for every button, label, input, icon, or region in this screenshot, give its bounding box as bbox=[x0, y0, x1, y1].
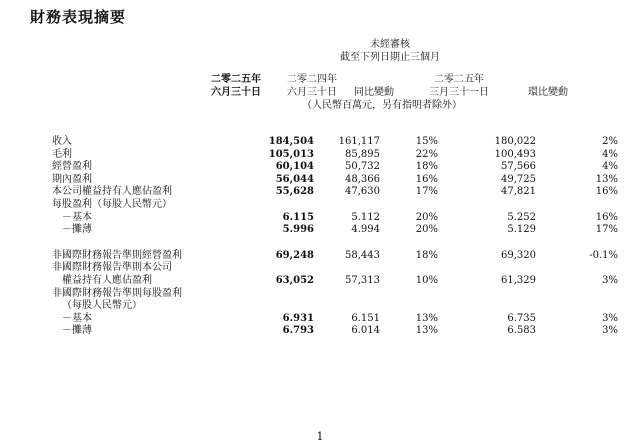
value-2025-mar: 6.735 bbox=[507, 312, 536, 324]
value-2025-jun: 56,044 bbox=[275, 173, 314, 185]
unit-note: （人民幣百萬元，另有指明者除外） bbox=[302, 100, 462, 111]
value-2025-mar: 57,566 bbox=[501, 161, 536, 173]
row-label: 非國際財務報告準則經營盈利 bbox=[52, 249, 182, 261]
value-yoy-change: 22% bbox=[415, 148, 438, 160]
value-2025-mar bbox=[438, 262, 536, 275]
table-row bbox=[52, 224, 618, 237]
row-label: 期內盈利 bbox=[52, 173, 92, 185]
value-qoq-change: 2% bbox=[602, 136, 618, 147]
value-2025-jun: 184,504 bbox=[268, 136, 314, 147]
row-label: －基本 bbox=[62, 312, 92, 324]
value-2024-jun: 47,630 bbox=[345, 186, 380, 198]
value-yoy-change: 16% bbox=[415, 173, 438, 185]
value-yoy-change: 17% bbox=[415, 186, 438, 198]
row-label: 本公司權益持有人應佔盈利 bbox=[52, 186, 172, 198]
row-label: 權益持有人應佔盈利 bbox=[62, 274, 152, 286]
table-row bbox=[52, 136, 618, 149]
row-label: －攤薄 bbox=[62, 224, 92, 236]
value-2025-jun: 5.996 bbox=[282, 224, 314, 236]
value-2025-jun bbox=[222, 262, 314, 275]
value-yoy-change: 18% bbox=[415, 161, 438, 173]
value-2025-jun: 6.115 bbox=[282, 211, 314, 223]
financial-summary-table bbox=[52, 136, 618, 338]
value-2025-mar: 47,821 bbox=[501, 186, 536, 198]
col2-header-line2: 六月三十日 bbox=[287, 87, 337, 98]
table-row bbox=[52, 161, 618, 174]
col3-header: 同比變動 bbox=[354, 87, 394, 98]
value-yoy-change: 15% bbox=[415, 136, 438, 147]
value-yoy-change: 10% bbox=[415, 274, 438, 286]
table-row bbox=[52, 313, 618, 326]
value-qoq-change: 13% bbox=[595, 173, 618, 185]
value-qoq-change bbox=[536, 262, 618, 275]
period-label: 截至下列日期止三個月 bbox=[340, 52, 440, 63]
col5-header: 環比變動 bbox=[528, 87, 568, 98]
value-2024-jun: 85,895 bbox=[345, 148, 380, 160]
table-row bbox=[52, 174, 618, 187]
value-yoy-change bbox=[380, 288, 438, 301]
value-qoq-change: 17% bbox=[595, 224, 618, 236]
value-2024-jun: 6.014 bbox=[351, 325, 380, 337]
col4-header-line1: 二零二五年 bbox=[434, 74, 484, 85]
value-2025-jun: 69,248 bbox=[275, 249, 314, 261]
value-yoy-change bbox=[380, 262, 438, 275]
value-qoq-change: 3% bbox=[602, 274, 618, 286]
value-qoq-change: 3% bbox=[602, 325, 618, 337]
value-2024-jun: 50,732 bbox=[345, 161, 380, 173]
value-2024-jun: 5.112 bbox=[351, 211, 380, 223]
value-2025-mar: 5.252 bbox=[507, 211, 536, 223]
table-row bbox=[52, 250, 618, 263]
value-2024-jun bbox=[314, 199, 380, 212]
audit-label: 未經審核 bbox=[370, 39, 410, 50]
value-2025-jun: 63,052 bbox=[275, 274, 314, 286]
row-label: 非國際財務報告準則本公司 bbox=[52, 262, 172, 274]
value-yoy-change: 13% bbox=[415, 312, 438, 324]
row-label: 收入 bbox=[52, 136, 72, 147]
table-row bbox=[52, 325, 618, 338]
value-2024-jun: 48,366 bbox=[345, 173, 380, 185]
row-label: 經營盈利 bbox=[52, 161, 92, 173]
table-row bbox=[52, 262, 618, 275]
row-spacer bbox=[52, 237, 618, 250]
row-label: 每股盈利（每股人民幣元） bbox=[52, 198, 172, 210]
table-row bbox=[52, 275, 618, 288]
value-2024-jun: 57,313 bbox=[345, 274, 380, 286]
row-label: （每股人民幣元） bbox=[62, 300, 142, 312]
value-yoy-change bbox=[380, 199, 438, 212]
value-2025-mar bbox=[438, 199, 536, 212]
value-yoy-change: 20% bbox=[415, 224, 438, 236]
table-row bbox=[52, 237, 618, 250]
value-2025-mar: 180,022 bbox=[494, 136, 536, 147]
value-qoq-change: -0.1% bbox=[589, 249, 618, 261]
value-2024-jun bbox=[314, 262, 380, 275]
table-row bbox=[52, 300, 618, 313]
table-row bbox=[52, 212, 618, 225]
value-yoy-change bbox=[380, 300, 438, 313]
col1-header-line1: 二零二五年 bbox=[211, 74, 261, 85]
value-2024-jun bbox=[314, 288, 380, 301]
value-qoq-change: 16% bbox=[595, 211, 618, 223]
value-2025-mar bbox=[438, 300, 536, 313]
page-number: 1 bbox=[316, 430, 324, 443]
value-2024-jun bbox=[314, 300, 380, 313]
value-2025-jun: 55,628 bbox=[275, 186, 314, 198]
value-2025-mar: 5.129 bbox=[507, 224, 536, 236]
value-2025-mar bbox=[438, 288, 536, 301]
value-2025-mar: 61,329 bbox=[501, 274, 536, 286]
value-qoq-change bbox=[536, 288, 618, 301]
value-2025-mar: 69,320 bbox=[501, 249, 536, 261]
value-2025-jun: 6.931 bbox=[282, 312, 314, 324]
value-2025-mar: 49,725 bbox=[501, 173, 536, 185]
value-qoq-change: 4% bbox=[602, 161, 618, 173]
value-qoq-change: 3% bbox=[602, 312, 618, 324]
value-2025-mar: 6.583 bbox=[507, 325, 536, 337]
table-row bbox=[52, 288, 618, 301]
value-qoq-change: 4% bbox=[602, 148, 618, 160]
row-label: －基本 bbox=[62, 211, 92, 223]
value-2025-jun: 105,013 bbox=[268, 148, 314, 160]
value-qoq-change bbox=[536, 300, 618, 313]
col2-header-line1: 二零二四年 bbox=[287, 74, 337, 85]
value-2025-jun bbox=[222, 288, 314, 301]
value-2025-jun bbox=[222, 199, 314, 212]
col4-header-line2: 三月三十一日 bbox=[429, 87, 489, 98]
value-yoy-change: 18% bbox=[415, 249, 438, 261]
value-qoq-change bbox=[536, 199, 618, 212]
row-label: －攤薄 bbox=[62, 325, 92, 337]
value-2024-jun: 58,443 bbox=[345, 249, 380, 261]
table-row bbox=[52, 199, 618, 212]
value-qoq-change: 16% bbox=[595, 186, 618, 198]
table-row bbox=[52, 186, 618, 199]
value-2024-jun: 4.994 bbox=[351, 224, 380, 236]
value-2025-jun: 60,104 bbox=[275, 161, 314, 173]
value-yoy-change: 13% bbox=[415, 325, 438, 337]
value-2024-jun: 161,117 bbox=[338, 136, 380, 147]
row-label: 非國際財務報告準則每股盈利 bbox=[52, 287, 182, 299]
value-2024-jun: 6.151 bbox=[351, 312, 380, 324]
table-row bbox=[52, 149, 618, 162]
value-2025-jun: 6.793 bbox=[282, 325, 314, 337]
value-2025-mar: 100,493 bbox=[494, 148, 536, 160]
section-title: 財務表現摘要 bbox=[30, 8, 127, 26]
row-label: 毛利 bbox=[52, 148, 72, 160]
value-yoy-change: 20% bbox=[415, 211, 438, 223]
value-2025-jun bbox=[222, 300, 314, 313]
col1-header-line2: 六月三十日 bbox=[211, 87, 261, 98]
